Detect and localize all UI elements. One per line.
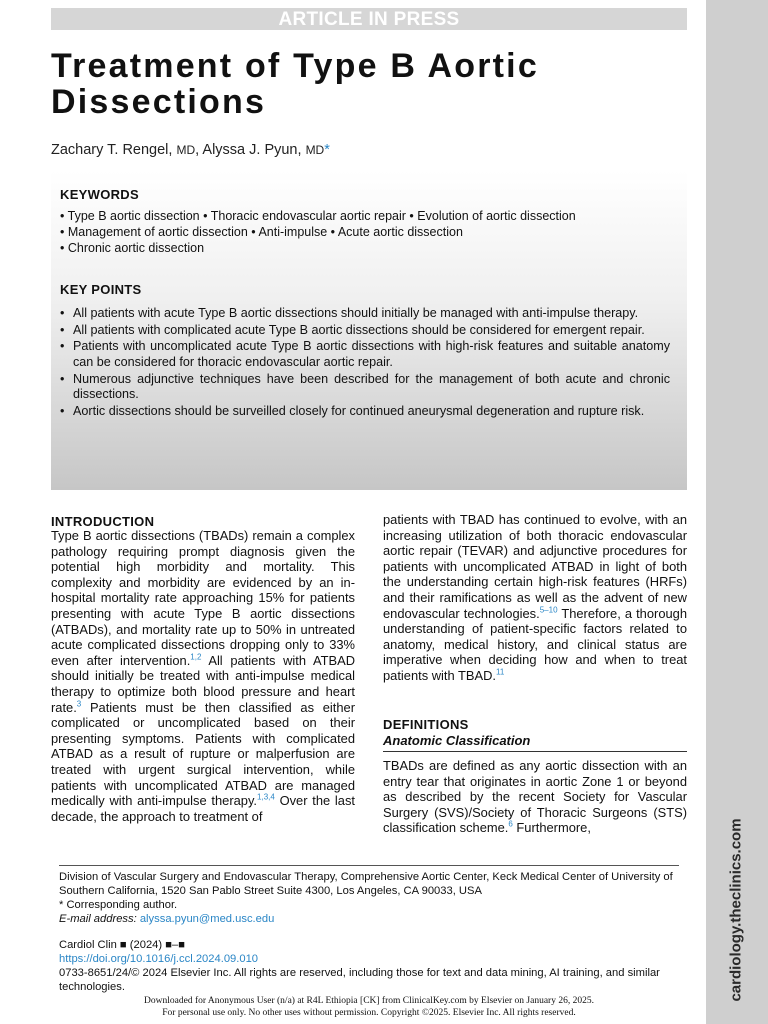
key-point: • Patients with uncomplicated acute Type B aortic dissections with high-risk features and suitable anatomy can be considered for thoracic endovascular aortic repair.: [60, 339, 670, 370]
corresponding-author-note: * Corresponding author.: [59, 899, 178, 911]
author-name: Alyssa J. Pyun,: [202, 142, 302, 158]
definitions-sentence: Furthermore,: [512, 820, 591, 836]
author-name: Zachary T. Rengel,: [51, 142, 173, 158]
key-point: • Aortic dissections should be surveilled closely for continued aneurysmal degeneration and rupture risk.: [60, 404, 670, 420]
definitions-sentence: TBADs are defined as any aortic dissection with an entry tear that originates in aortic Zone 1 or beyond as described by the recent Society for Vascular Surgery (SVS)/Society of Thoracic Surgeons (STS) classification scheme.: [383, 758, 687, 836]
footnote-divider: [59, 865, 679, 866]
citation-link[interactable]: 5–10: [539, 605, 558, 615]
journal-website-label: cardiology.theclinics.com: [727, 818, 745, 1002]
introduction-heading: INTRODUCTION: [51, 514, 155, 529]
introduction-column-1: [51, 528, 355, 824]
key-point: • All patients with acute Type B aortic dissections should initially be managed with anti-impulse therapy.: [60, 306, 670, 322]
intro-text: Type B aortic dissections (TBADs) remain a complex pathology requiring prompt diagnosis given the potential high morbidity and mortality. This complexity and morbidity are evidenced by an in-hospital mortality rate approaching 15% for patients presenting with acute Type B aortic dissections (ATBADs), and mortality rate up to 50% in untreated acute complicated dissections dropping only to 33% even after intervention.: [51, 528, 355, 668]
article-title: Treatment of Type B Aortic Dissections: [51, 47, 539, 121]
intro-text: Patients must be then classified as either complicated or uncomplicated based on their presenting symptoms. Patients with complicated ATBAD as a result of rupture or malperfusion are treated with urgent surgical intervention, while patients with uncomplicated ATBAD are managed medically with anti-impulse therapy.: [51, 699, 355, 809]
keyword-line: • Type B aortic dissection • Thoracic endovascular aortic repair • Evolution of aortic dissection: [60, 209, 576, 223]
keyword-line: • Management of aortic dissection • Anti-impulse • Acute aortic dissection: [60, 225, 463, 239]
journal-citation: Cardiol Clin ■ (2024) ■–■: [59, 939, 185, 951]
key-points-heading: KEY POINTS: [60, 282, 142, 297]
download-notice: Downloaded for Anonymous User (n/a) at R4L Ethiopia [CK] from ClinicalKey.com by Elsevier on January 26, 2025.: [144, 996, 594, 1006]
intro-text: All patients with ATBAD should initially be treated with anti-impulse medical therapy to optimize both blood pressure and heart rate.: [51, 652, 355, 715]
definitions-heading: DEFINITIONS: [383, 717, 469, 732]
keyword-line: • Chronic aortic dissection: [60, 241, 205, 255]
author-separator: ,: [195, 142, 200, 158]
author-degree: MD: [176, 143, 196, 157]
doi-link[interactable]: https://doi.org/10.1016/j.ccl.2024.09.010: [59, 953, 259, 965]
usage-notice: For personal use only. No other uses without permission. Copyright ©2025. Elsevier Inc. All rights reserved.: [162, 1008, 576, 1018]
citation-link[interactable]: 1,3,4: [257, 792, 275, 802]
citation-link[interactable]: 3: [76, 699, 82, 709]
affiliation-footnote: Division of Vascular Surgery and Endovascular Therapy, Comprehensive Aortic Center, Keck Medical Center of University of Southern California, 1520 San Pablo Street Suite 4300, Los Angeles, CA 90033, USA: [59, 871, 673, 897]
citation-link[interactable]: 11: [495, 667, 505, 677]
key-point: • All patients with complicated acute Type B aortic dissections should be considered for emergent repair.: [60, 323, 670, 339]
email-line: [59, 913, 689, 927]
email-label: E-mail address:: [59, 913, 137, 925]
definitions-text: [383, 758, 687, 836]
intro-text: Over the last decade, the approach to treatment of: [51, 793, 355, 824]
citation-link[interactable]: 6: [508, 820, 513, 830]
intro-text: Therefore, a thorough understanding of patient-specific factors related to anatomy, medical history, and clinical status are imperative when deciding how and when to treat patients with TBAD.: [383, 605, 687, 683]
key-points-list: [60, 306, 670, 420]
introduction-column-2: [383, 512, 687, 684]
email-link[interactable]: alyssa.pyun@med.usc.edu: [139, 913, 275, 925]
article-in-press-banner: ARTICLE IN PRESS: [51, 8, 687, 30]
keywords-list: [60, 208, 576, 256]
introduction-paragraph: [383, 512, 687, 684]
intro-text: patients with TBAD has continued to evolve, with an increasing utilization of both thoracic endovascular aortic repair (TEVAR) and adjunctive procedures for patients with uncomplicated ATBAD in light of both the understanding certain high-risk features (HRFs) and their ramifications as well as the advent of new endovascular technologies.: [383, 512, 687, 621]
citation-link[interactable]: 1,2: [190, 652, 202, 662]
author-degree: MD: [305, 143, 325, 157]
anatomic-classification-heading: Anatomic Classification: [383, 733, 687, 752]
keywords-heading: KEYWORDS: [60, 187, 139, 202]
introduction-paragraph: [51, 528, 355, 824]
corresponding-author-marker[interactable]: *: [324, 142, 330, 158]
definitions-paragraph: [383, 758, 687, 836]
author-list: [51, 142, 330, 158]
copyright-notice: 0733-8651/24/© 2024 Elsevier Inc. All rights are reserved, including those for text and data mining, AI training, and similar technologies.: [59, 967, 660, 993]
key-point: • Numerous adjunctive techniques have been described for the management of both acute and chronic dissections.: [60, 372, 670, 403]
